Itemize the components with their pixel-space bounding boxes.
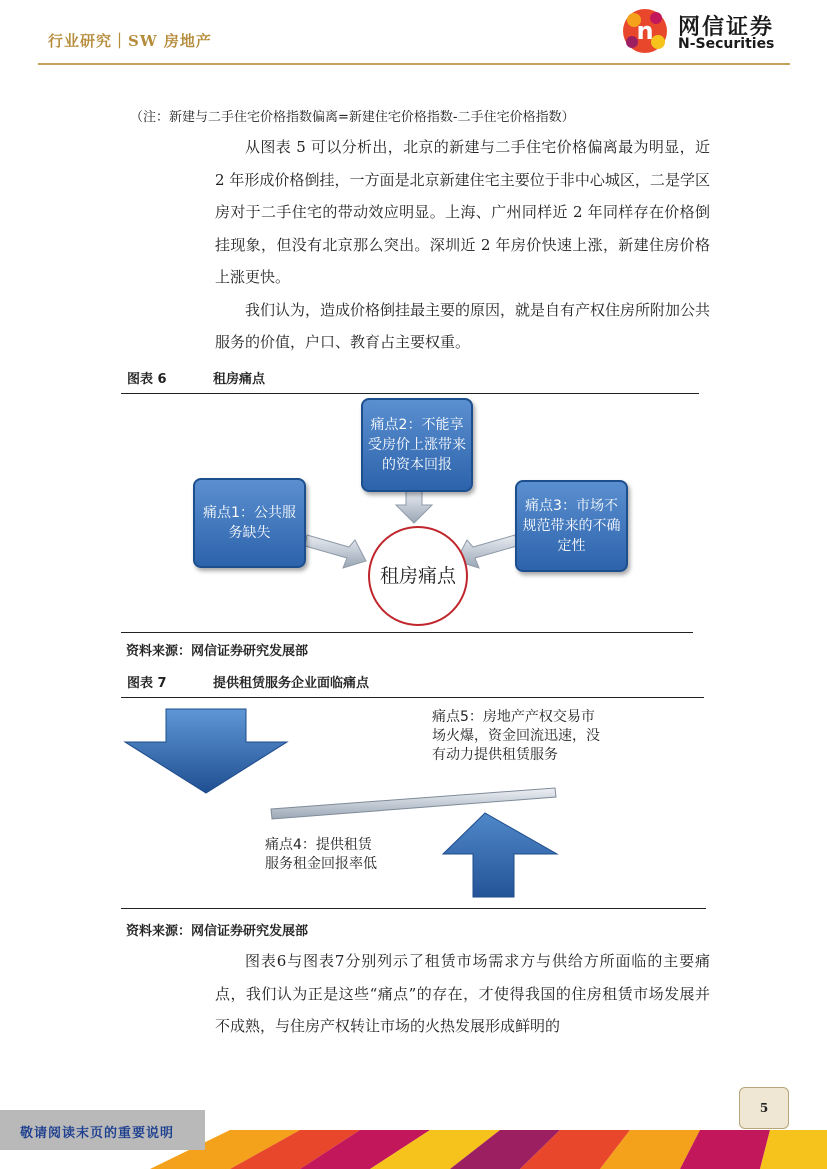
figure-6-title: 租房痛点 [213, 372, 266, 387]
pain-point-1-box: 痛点1：公共服务缺失 [193, 478, 306, 568]
figure-6-bottom-rule [121, 632, 693, 633]
pain-point-3-box: 痛点3：市场不规范带来的不确定性 [515, 480, 628, 572]
chart-note: （注：新建与二手住宅价格指数偏离=新建住宅价格指数-二手住宅价格指数） [130, 110, 575, 125]
figure-6-number: 图表 6 [127, 372, 167, 387]
body-text-top [215, 131, 710, 359]
logo-chinese-name: 网信证券 [678, 15, 775, 40]
header-divider [38, 63, 790, 65]
center-topic-circle: 租房痛点 [368, 526, 468, 626]
figure-6-source: 资料来源：网信证券研究发展部 [126, 644, 309, 659]
paragraph: 图表6与图表7分别列示了租赁市场需求方与供给方所面临的主要痛点，我们认为正是这些“痛点”的存在，才使得我国的住房租赁市场发展并不成熟，与住房产权转让市场的火热发展形成鲜明的 [215, 952, 710, 1035]
svg-text:n: n [636, 17, 654, 45]
pain-point-4-text: 痛点4：提供租赁服务租金回报率低 [265, 837, 377, 872]
page-number: 5 [739, 1087, 789, 1129]
company-logo-icon [618, 6, 672, 56]
figure-7-title: 提供租赁服务企业面临痛点 [213, 676, 370, 691]
logo-english-name: N-Securities [678, 36, 775, 52]
paragraph: 从图表 5 可以分析出，北京的新建与二手住宅价格偏离最为明显，近 2 年形成价格倒挂，一方面是北京新建住宅主要位于非中心城区，二是学区房对于二手住宅的带动效应明显。上海、广州同样近 2 年同样存在价格倒挂现象，但没有北京那么突出。深圳近 2 年房价快速上涨，新建住房价格上涨更快。 [215, 138, 710, 286]
header-section-label: 行业研究｜SW 房地产 [48, 32, 212, 50]
paragraph: 我们认为，造成价格倒挂最主要的原因，就是自有产权住房所附加公共服务的价值，户口、教育占主要权重。 [215, 300, 711, 351]
figure-7-number: 图表 7 [127, 676, 167, 691]
figure-7-graphic [121, 699, 704, 909]
footer-notice: 敬请阅读末页的重要说明 [20, 1126, 175, 1141]
figure-6-top-rule [121, 393, 699, 394]
body-text-bottom [215, 945, 710, 1043]
figure-7-top-rule [121, 697, 704, 698]
figure-7-source: 资料来源：网信证券研究发展部 [126, 924, 309, 939]
pain-point-2-box: 痛点2：不能享受房价上涨带来的资本回报 [361, 398, 473, 492]
figure-7-bottom-rule [121, 908, 706, 909]
pain-point-5-text: 痛点5：房地产产权交易市场火爆，资金回流迅速，没有动力提供租赁服务 [432, 709, 600, 763]
